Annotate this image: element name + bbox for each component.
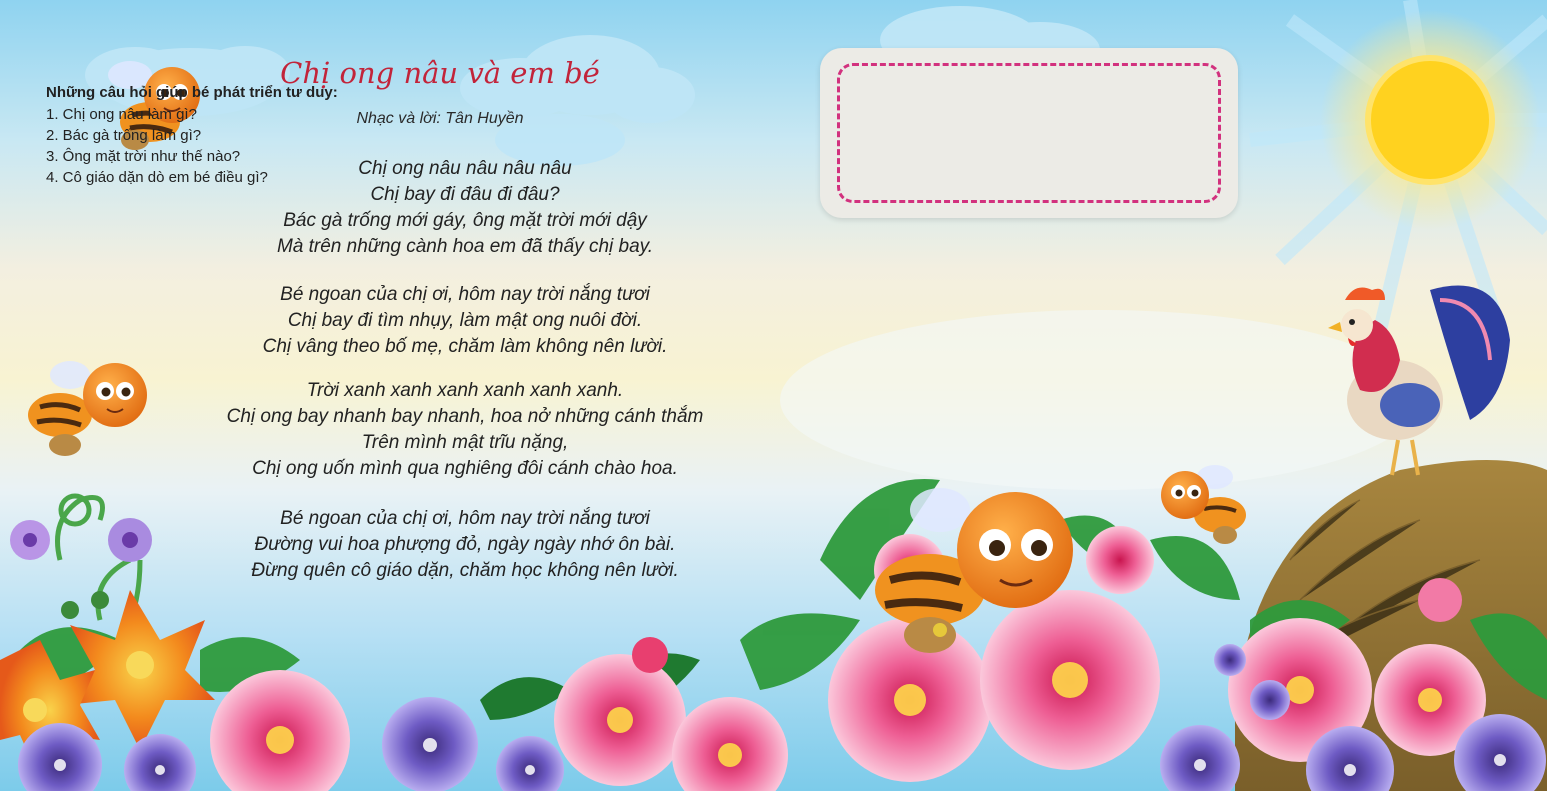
question-item: 2. Bác gà trống làm gì? — [46, 127, 202, 144]
lyric-line: Chị ong nâu nâu nâu nâu — [358, 158, 572, 179]
sun-icon — [1250, 0, 1547, 330]
lyric-line: Trời xanh xanh xanh xanh xanh xanh. — [306, 380, 624, 401]
song-credit: Nhạc và lời: Tân Huyền — [356, 110, 524, 127]
lyric-line: Chị bay đi tìm nhụy, làm mật ong nuôi đời. — [287, 310, 643, 331]
lyric-line: Trên mình mật trĩu nặng, — [361, 432, 569, 453]
stanza-4 — [150, 506, 780, 584]
questions-box-border — [837, 63, 1221, 203]
questions-box — [820, 48, 1238, 218]
lyric-line: Chị ong uốn mình qua nghiêng đôi cánh chào hoa. — [252, 458, 678, 479]
questions-title: Những câu hỏi giúp bé phát triển tư duy: — [46, 84, 338, 101]
lyric-line: Chị bay đi đâu đi đâu? — [370, 184, 560, 205]
lyric-line: Bác gà trống mới gáy, ông mặt trời mới dậy — [283, 210, 647, 231]
lyric-line: Chị vâng theo bố mẹ, chăm làm không nên lười. — [262, 336, 668, 357]
lyric-line: Bé ngoan của chị ơi, hôm nay trời nắng tươi — [280, 508, 650, 529]
question-item: 1. Chị ong nâu làm gì? — [46, 106, 197, 123]
lyric-line: Mà trên những cành hoa em đã thấy chị bay. — [276, 236, 654, 257]
lyric-line: Đường vui hoa phượng đỏ, ngày ngày nhớ ôn bài. — [254, 534, 676, 555]
stanza-3 — [150, 378, 780, 482]
lyric-line: Bé ngoan của chị ơi, hôm nay trời nắng tươi — [280, 284, 650, 305]
lyric-line: Đừng quên cô giáo dặn, chăm học không nên lười. — [251, 560, 679, 581]
song-title: Chị ong nâu và em bé — [280, 56, 600, 90]
cloud-center — [460, 35, 695, 166]
question-item: 3. Ông mặt trời như thế nào? — [46, 148, 241, 165]
bee-icon — [28, 361, 147, 456]
stanza-2 — [150, 282, 780, 360]
question-item: 4. Cô giáo dặn dò em bé điều gì? — [46, 169, 268, 186]
lyric-line: Chị ong bay nhanh bay nhanh, hoa nở những cánh thắm — [226, 406, 704, 427]
